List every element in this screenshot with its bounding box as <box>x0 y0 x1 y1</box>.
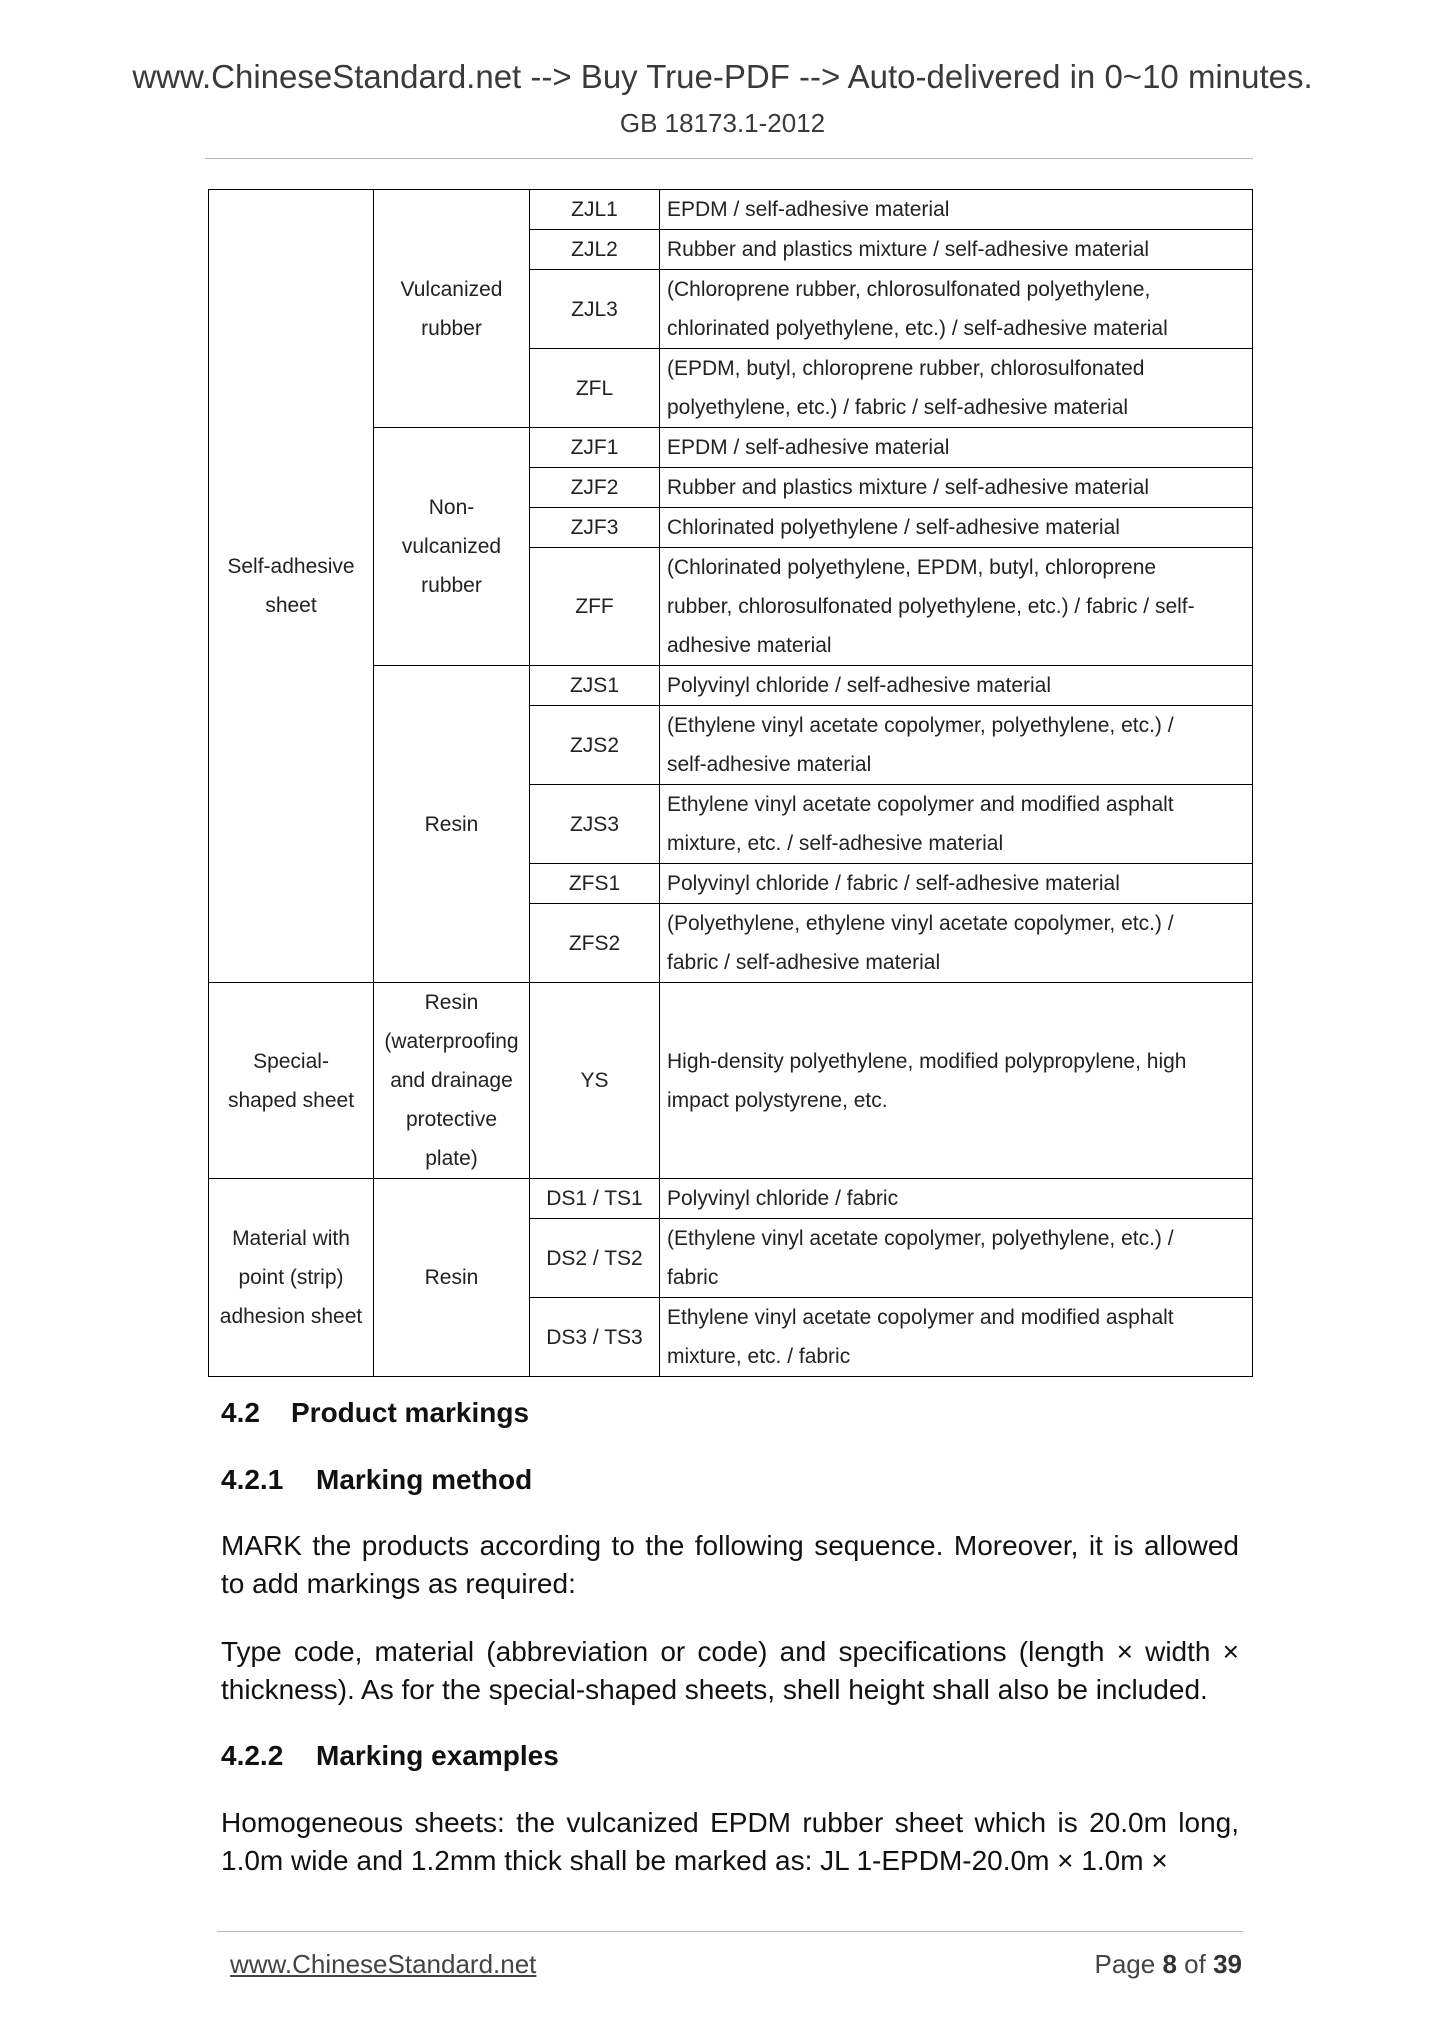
code-cell: ZFL <box>530 349 660 428</box>
code-cell: ZJS1 <box>530 666 660 706</box>
description-line: mixture, etc. / fabric <box>667 1345 851 1368</box>
section-number: 4.2.1 <box>221 1464 284 1495</box>
category-label: Material with <box>232 1227 350 1250</box>
description-line: EPDM / self-adhesive material <box>667 198 950 221</box>
description-cell <box>660 785 1253 864</box>
description-line: (EPDM, butyl, chloroprene rubber, chlorosulfonated <box>667 357 1145 380</box>
material-label: Resin <box>424 991 479 1014</box>
material-classification-table <box>208 189 1253 1377</box>
description-line: Chlorinated polyethylene / self-adhesive material <box>667 516 1120 539</box>
description-line: mixture, etc. / self-adhesive material <box>667 832 1004 855</box>
category-cell <box>209 190 374 983</box>
material-label: vulcanized <box>401 535 502 558</box>
page-of: of <box>1184 1949 1206 1979</box>
description-cell <box>660 1179 1253 1219</box>
description-line: impact polystyrene, etc. <box>667 1088 888 1112</box>
material-label: rubber <box>421 316 482 340</box>
code-cell: ZFF <box>530 548 660 666</box>
material-label: Resin <box>424 1266 479 1289</box>
material-cell <box>374 983 530 1179</box>
page-number: 8 <box>1162 1949 1177 1979</box>
standard-number: GB 18173.1-2012 <box>619 108 826 138</box>
section-number: 4.2 <box>221 1397 260 1428</box>
description-line: (Chloroprene rubber, chlorosulfonated polyethylene, <box>667 278 1151 301</box>
material-cell <box>374 190 530 428</box>
section-4-2-2-heading <box>221 1740 559 1772</box>
description-cell <box>660 548 1253 666</box>
material-label: protective <box>405 1108 498 1131</box>
category-cell <box>209 1179 374 1377</box>
code-cell: ZJS2 <box>530 706 660 785</box>
description-cell <box>660 349 1253 428</box>
code-cell: ZJF3 <box>530 508 660 548</box>
paragraph-text: MARK the products according to the following sequence. Moreover, it is allowed to add markings as required: <box>221 1530 1239 1599</box>
description-line: fabric / self-adhesive material <box>667 951 941 974</box>
description-cell <box>660 190 1253 230</box>
material-label: Vulcanized <box>400 277 503 301</box>
marking-example-paragraph <box>221 1804 1239 1880</box>
code-cell: ZJL2 <box>530 230 660 270</box>
category-cell <box>209 983 374 1179</box>
material-cell <box>374 1179 530 1377</box>
page-indicator <box>1094 1949 1242 1980</box>
material-cell <box>374 666 530 983</box>
description-line: EPDM / self-adhesive material <box>667 436 950 459</box>
description-line: fabric <box>667 1266 719 1289</box>
description-cell <box>660 666 1253 706</box>
category-label: sheet <box>265 594 317 617</box>
description-cell <box>660 428 1253 468</box>
material-label: (waterproofing <box>384 1030 519 1053</box>
paragraph-text: Type code, material (abbreviation or code) and specifications (length × width × thickness). As for the special-shaped sheets, shell height shall also be included. <box>221 1636 1239 1705</box>
description-line: Polyvinyl chloride / fabric / self-adhesive material <box>667 872 1120 895</box>
footer-divider <box>217 1931 1243 1932</box>
paragraph-text: Homogeneous sheets: the vulcanized EPDM rubber sheet which is 20.0m long, 1.0m wide and 1.2mm thick shall be marked as: JL 1-EPDM-20.0m × 1.0m × <box>221 1807 1239 1876</box>
material-label: rubber <box>421 574 482 597</box>
header-banner: www.ChineseStandard.net --> Buy True-PDF --> Auto-delivered in 0~10 minutes. <box>132 58 1313 95</box>
material-label: Non- <box>428 496 475 519</box>
section-title: Product markings <box>291 1397 530 1428</box>
marking-sequence-paragraph <box>221 1633 1239 1709</box>
description-cell <box>660 864 1253 904</box>
description-line: (Ethylene vinyl acetate copolymer, polyethylene, etc.) / <box>667 714 1174 737</box>
description-line: rubber, chlorosulfonated polyethylene, etc.) / fabric / self- <box>667 595 1195 618</box>
description-line: adhesive material <box>667 634 832 657</box>
marking-method-paragraph <box>221 1527 1239 1603</box>
header-divider <box>205 158 1253 159</box>
description-line: polyethylene, etc.) / fabric / self-adhesive material <box>667 396 1129 419</box>
code-cell: DS1 / TS1 <box>530 1179 660 1219</box>
table-row <box>209 190 1253 230</box>
description-cell <box>660 1298 1253 1377</box>
code-cell: ZJL1 <box>530 190 660 230</box>
material-cell <box>374 428 530 666</box>
code-cell: YS <box>530 983 660 1179</box>
material-label: and drainage <box>390 1069 513 1092</box>
table-row <box>209 983 1253 1179</box>
description-line: High-density polyethylene, modified polypropylene, high <box>667 1049 1187 1073</box>
description-cell <box>660 230 1253 270</box>
material-label: Resin <box>424 812 479 836</box>
code-cell: ZJS3 <box>530 785 660 864</box>
description-cell <box>660 904 1253 983</box>
description-line: Rubber and plastics mixture / self-adhesive material <box>667 476 1150 499</box>
description-cell <box>660 1219 1253 1298</box>
description-line: (Ethylene vinyl acetate copolymer, polyethylene, etc.) / <box>667 1227 1174 1250</box>
section-title: Marking method <box>316 1464 533 1495</box>
description-line: (Chlorinated polyethylene, EPDM, butyl, chloroprene <box>667 556 1157 579</box>
category-label: point (strip) <box>238 1266 344 1289</box>
table-row <box>209 1179 1253 1219</box>
category-label: Special- <box>253 1049 329 1073</box>
code-cell: ZJF2 <box>530 468 660 508</box>
section-number: 4.2.2 <box>221 1740 284 1771</box>
category-label: shaped sheet <box>227 1088 355 1112</box>
description-line: self-adhesive material <box>667 753 872 776</box>
section-4-2-1-heading <box>221 1464 532 1496</box>
code-cell: DS3 / TS3 <box>530 1298 660 1377</box>
category-label: Self-adhesive <box>227 555 355 578</box>
description-line: Polyvinyl chloride / self-adhesive material <box>667 674 1051 697</box>
section-title: Marking examples <box>316 1740 559 1771</box>
footer-site-link[interactable]: www.ChineseStandard.net <box>230 1949 537 1979</box>
code-cell: ZJL3 <box>530 270 660 349</box>
material-label: plate) <box>425 1147 478 1170</box>
page-total: 39 <box>1213 1949 1242 1979</box>
description-line: (Polyethylene, ethylene vinyl acetate copolymer, etc.) / <box>667 912 1174 935</box>
description-line: Rubber and plastics mixture / self-adhesive material <box>667 238 1150 261</box>
description-cell <box>660 270 1253 349</box>
description-cell <box>660 983 1253 1179</box>
category-label: adhesion sheet <box>219 1305 363 1328</box>
description-line: Ethylene vinyl acetate copolymer and modified asphalt <box>667 793 1174 816</box>
code-cell: DS2 / TS2 <box>530 1219 660 1298</box>
page-prefix: Page <box>1094 1949 1156 1979</box>
description-line: chlorinated polyethylene, etc.) / self-adhesive material <box>667 317 1168 340</box>
description-cell <box>660 706 1253 785</box>
description-line: Polyvinyl chloride / fabric <box>667 1187 899 1210</box>
description-line: Ethylene vinyl acetate copolymer and modified asphalt <box>667 1306 1174 1329</box>
code-cell: ZJF1 <box>530 428 660 468</box>
code-cell: ZFS1 <box>530 864 660 904</box>
code-cell: ZFS2 <box>530 904 660 983</box>
description-cell <box>660 468 1253 508</box>
section-4-2-heading <box>221 1397 529 1429</box>
description-cell <box>660 508 1253 548</box>
